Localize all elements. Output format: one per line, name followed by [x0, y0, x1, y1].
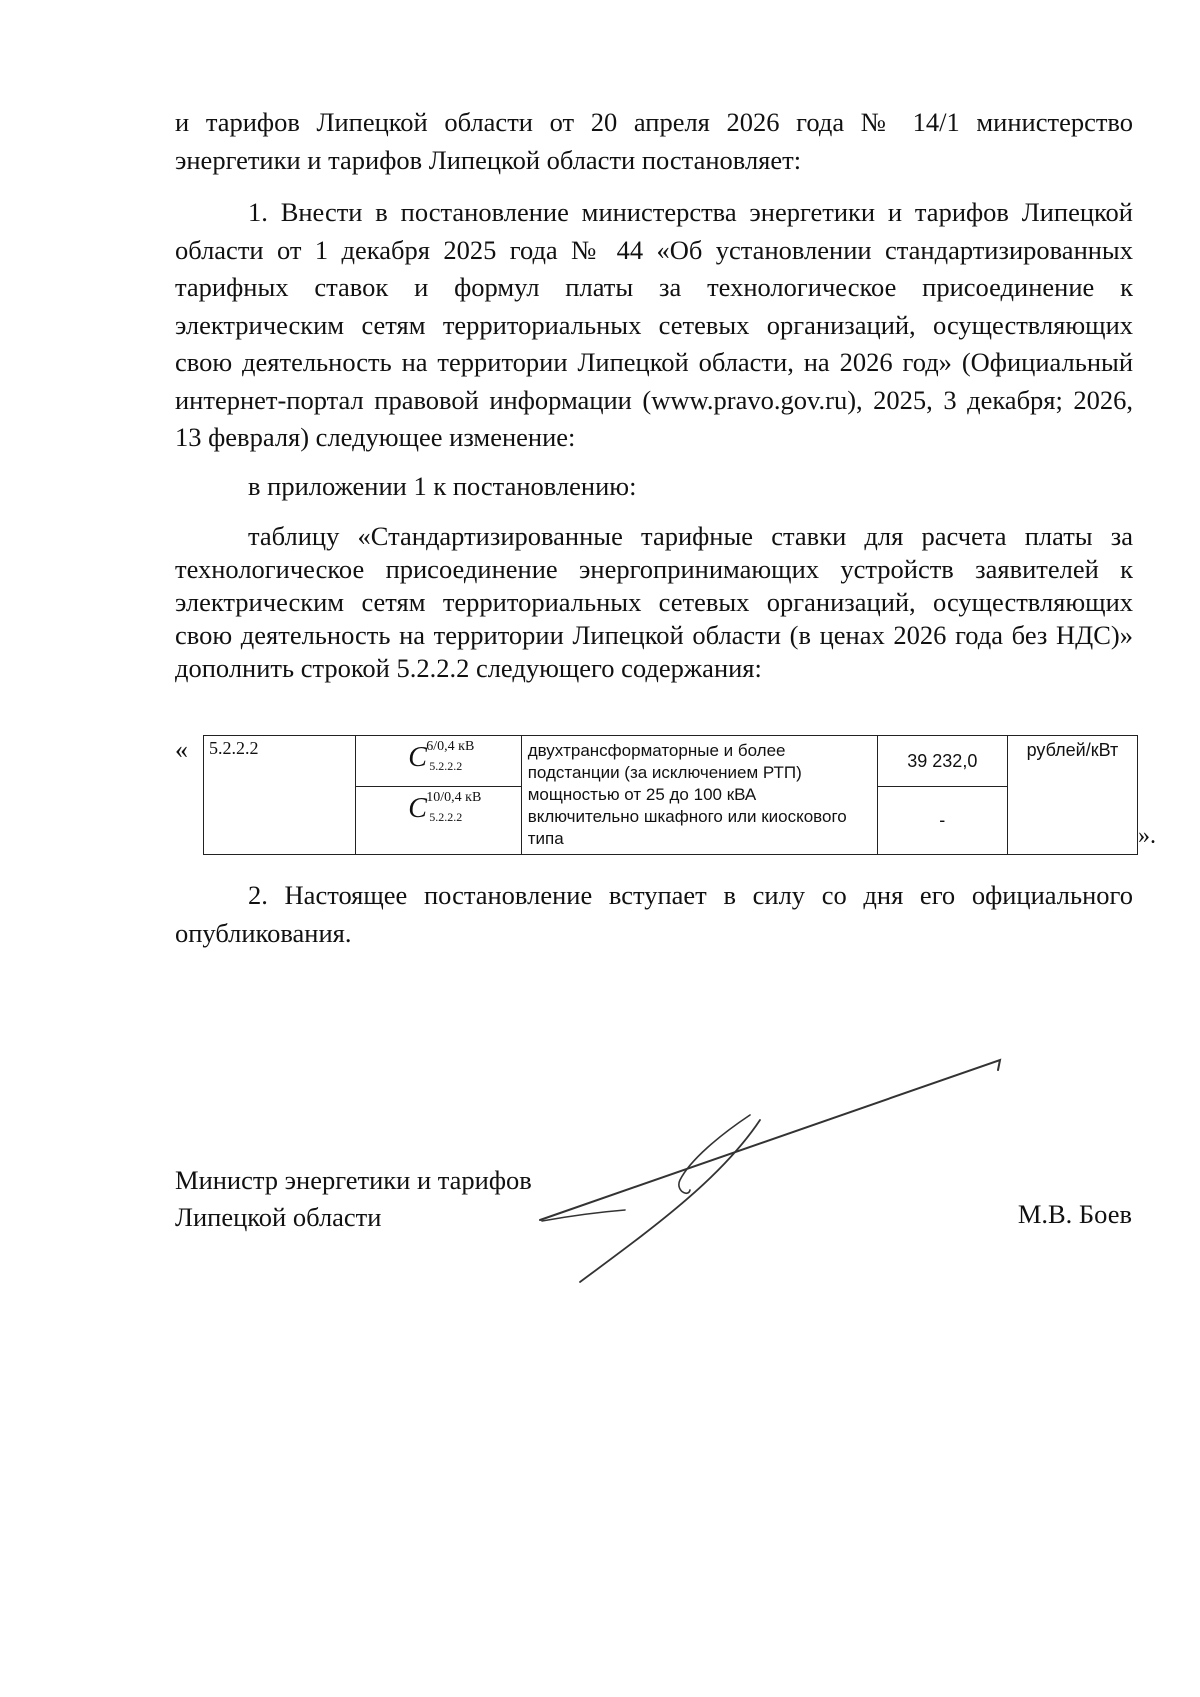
- signature-stroke: [580, 1120, 760, 1282]
- paragraph-item-2: 2. Настоящее постановление вступает в силу со дня его официального опубликования.: [175, 880, 1133, 948]
- paragraph-appendix-ref: в приложении 1 к постановлению:: [248, 471, 637, 501]
- signatory-title: [175, 1162, 532, 1236]
- rate-formula: [356, 787, 520, 835]
- table-close-quote: ».: [1138, 823, 1156, 849]
- paragraph-table-amendment: таблицу «Стандартизированные тарифные ставки для расчета платы за технологическое присоединение энергопринимающих устройств заявителей к электрическим сетям территориальных сетевых организаций, осуществляющих свою деятельность на территории Липецкой области (в ценах 2026 года без НДС)» дополнить строкой 5.2.2.2 следующего содержания:: [175, 521, 1133, 683]
- table-row: [204, 736, 1138, 787]
- rate-symbol: C: [408, 793, 427, 825]
- rate-subscript: 5.2.2.2: [429, 810, 463, 825]
- table-open-quote: «: [175, 735, 188, 764]
- rate-symbol-cell: [356, 736, 521, 787]
- row-number-cell: 5.2.2.2: [204, 736, 356, 855]
- handwritten-signature: [530, 1040, 1030, 1300]
- signature-stroke: [679, 1115, 750, 1193]
- rate-symbol-cell: [356, 787, 521, 855]
- amendment-table: [203, 735, 1138, 855]
- description-cell: двухтрансформаторные и более подстанции (за исключением РТП) мощностью от 25 до 100 кВА включительно шкафного или киоскового типа: [521, 736, 877, 855]
- rate-value-cell: 39 232,0: [877, 736, 1007, 787]
- rate-symbol: C: [408, 742, 427, 773]
- signatory-title-line: Министр энергетики и тарифов: [175, 1165, 532, 1195]
- rate-superscript: 6/0,4 кВ: [426, 739, 475, 754]
- paragraph-item-1: 1. Внести в постановление министерства энергетики и тарифов Липецкой области от 1 декабря 2025 года № 44 «Об установлении стандартизированных тарифных ставок и формул платы за технологическое присоединение к электрическим сетям территориальных сетевых организаций, осуществляющих свою деятельность на территории Липецкой области, на 2026 год» (Официальный интернет-портал правовой информации (www.pravo.gov.ru), 2025, 3 декабря; 2026, 13 февраля) следующее изменение:: [175, 197, 1133, 452]
- rate-value-cell: -: [877, 787, 1007, 855]
- signatory-name: М.В. Боев: [1017, 1199, 1132, 1229]
- signatory-title-line: Липецкой области: [175, 1202, 382, 1232]
- signature-stroke: [540, 1060, 1000, 1220]
- rate-superscript: 10/0,4 кВ: [426, 790, 482, 806]
- paragraph-preamble: и тарифов Липецкой области от 20 апреля 2026 года № 14/1 министерство энергетики и тарифов Липецкой области постановляет:: [175, 107, 1133, 175]
- unit-cell: рублей/кВт: [1007, 736, 1137, 855]
- rate-subscript: 5.2.2.2: [429, 759, 463, 773]
- rate-formula: [356, 736, 520, 784]
